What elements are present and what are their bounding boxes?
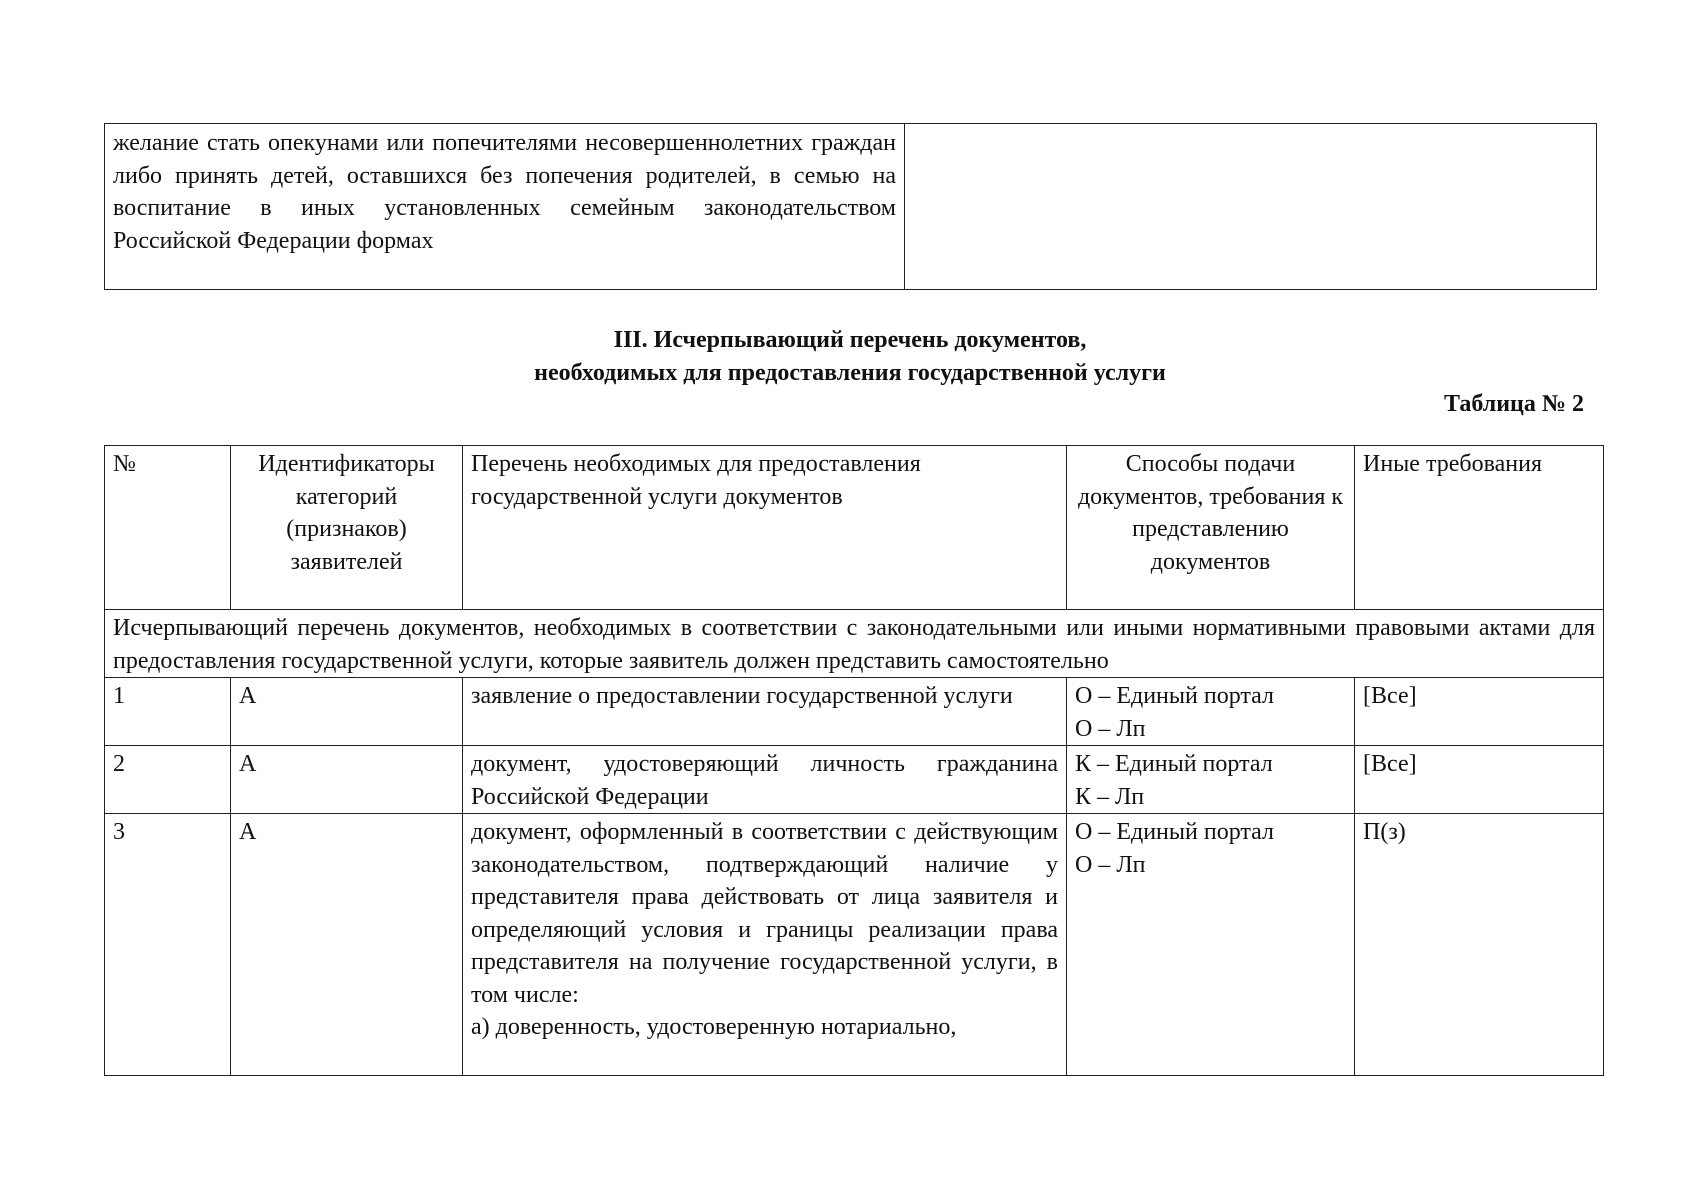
row-methods bbox=[1067, 814, 1355, 1076]
row-document: заявление о предоставлении государственной услуги bbox=[463, 678, 1067, 746]
table-row bbox=[105, 746, 1604, 814]
row-method: О – Лп bbox=[1075, 715, 1146, 742]
row-identifier: А bbox=[231, 746, 463, 814]
table-header-row bbox=[105, 446, 1604, 610]
row-method: К – Лп bbox=[1075, 783, 1145, 810]
section-title bbox=[104, 324, 1596, 390]
row-number: 1 bbox=[105, 678, 231, 746]
row-method: О – Единый портал bbox=[1075, 683, 1275, 709]
row-other: [Все] bbox=[1355, 746, 1604, 814]
row-other: [Все] bbox=[1355, 678, 1604, 746]
header-documents: Перечень необходимых для предоставления государственной услуги документов bbox=[463, 446, 1067, 610]
section-title-line-2: необходимых для предоставления государственной услуги bbox=[534, 360, 1166, 386]
row-method: К – Единый портал bbox=[1075, 751, 1273, 777]
top-table bbox=[104, 123, 1597, 290]
row-identifier: А bbox=[231, 678, 463, 746]
row-document: документ, удостоверяющий личность гражданина Российской Федерации bbox=[463, 746, 1067, 814]
table-row bbox=[105, 124, 1597, 290]
table-row-span bbox=[105, 610, 1604, 678]
row-methods bbox=[1067, 746, 1355, 814]
row-method: О – Лп bbox=[1075, 851, 1146, 878]
row-number: 2 bbox=[105, 746, 231, 814]
row-document bbox=[463, 814, 1067, 1076]
table-row bbox=[105, 814, 1604, 1076]
span-row-text: Исчерпывающий перечень документов, необходимых в соответствии с законодательными или иными нормативными правовыми актами для предоставления государственной услуги, которые заявитель должен представить самостоятельно bbox=[105, 610, 1604, 678]
top-table-left-cell: желание стать опекунами или попечителями несовершеннолетних граждан либо принять детей, оставшихся без попечения родителей, в семью на воспитание в иных установленных семейным законодательством Российской Федерации формах bbox=[105, 124, 905, 290]
row-identifier: А bbox=[231, 814, 463, 1076]
row-other: П(з) bbox=[1355, 814, 1604, 1076]
header-number: № bbox=[105, 446, 231, 610]
row-document-text: документ, оформленный в соответствии с действующим законодательством, подтверждающий наличие у представителя права действовать от лица заявителя и определяющий условия и границы реализации права представителя на получение государственной услуги, в том числе: bbox=[471, 819, 1058, 1008]
row-document-subitem: а) доверенность, удостоверенную нотариально, bbox=[471, 1014, 957, 1040]
header-identifiers: Идентификаторы категорий (признаков) заявителей bbox=[231, 446, 463, 610]
documents-table bbox=[104, 445, 1604, 1076]
top-table-right-cell bbox=[905, 124, 1597, 290]
table-label: Таблица № 2 bbox=[1443, 391, 1584, 417]
header-methods: Способы подачи документов, требования к представлению документов bbox=[1067, 446, 1355, 610]
table-row bbox=[105, 678, 1604, 746]
row-methods bbox=[1067, 678, 1355, 746]
section-title-line-1: III. Исчерпывающий перечень документов, bbox=[613, 327, 1087, 353]
row-number: 3 bbox=[105, 814, 231, 1076]
row-method: О – Единый портал bbox=[1075, 819, 1275, 845]
header-other: Иные требования bbox=[1355, 446, 1604, 610]
